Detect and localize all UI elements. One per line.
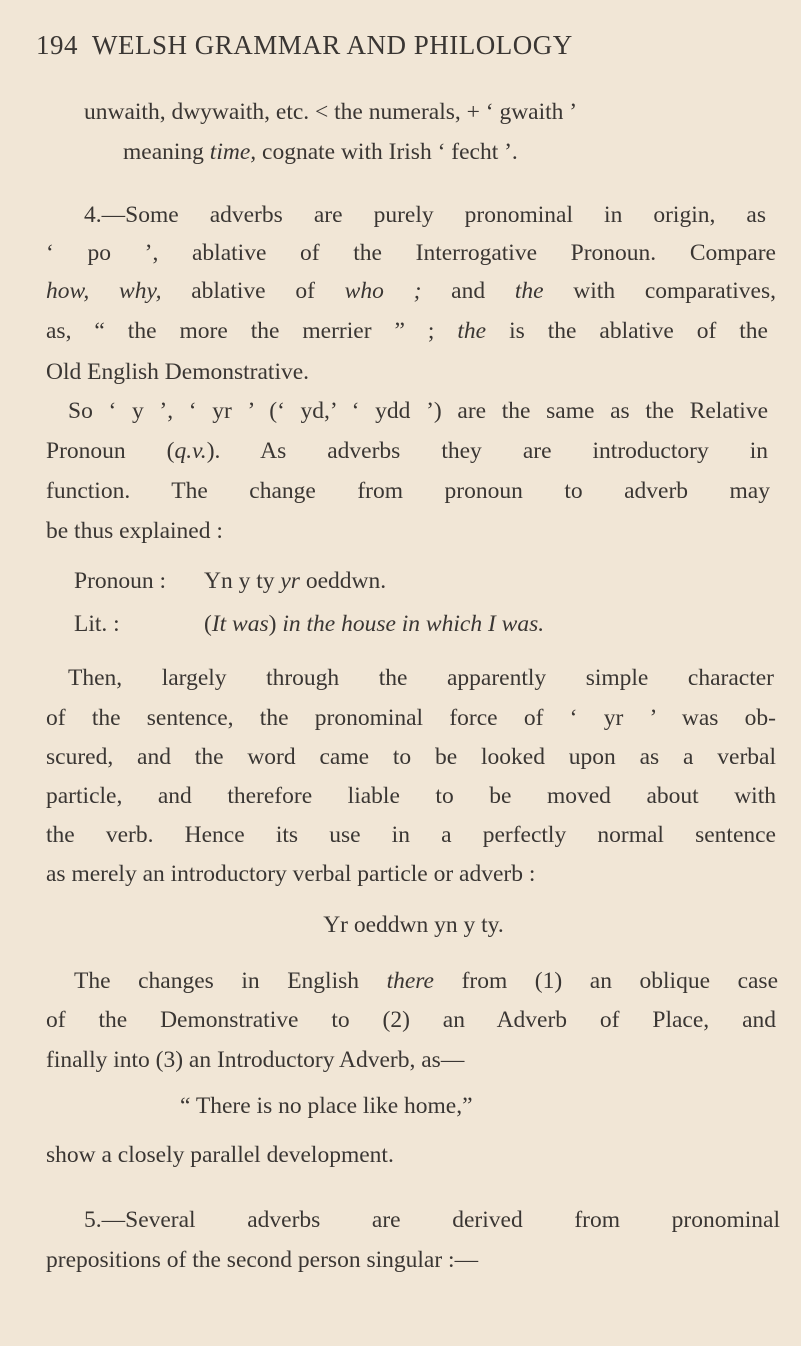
- text-span: “ There is no place like home,”: [180, 1093, 473, 1119]
- italic-span: there: [386, 968, 434, 994]
- text-span: ). As adverbs they are introductory in: [206, 438, 768, 464]
- text-span: oeddwn.: [299, 568, 387, 594]
- paragraph-4-line: [46, 276, 776, 306]
- italic-span: in the house in which I was.: [282, 611, 545, 637]
- paragraph-4-line: [84, 200, 766, 230]
- text-span: particle, and therefore liable to be moved about with: [46, 783, 776, 809]
- text-span: So ‘ y ’, ‘ yr ’ (‘ yd,’ ‘ ydd ’) are the same as the Relative: [68, 398, 768, 424]
- paragraph-then-line: [46, 703, 776, 733]
- italic-span: time,: [209, 139, 257, 165]
- paragraph-4-line: [46, 357, 781, 387]
- italic-span: the: [457, 318, 487, 344]
- text-line: [123, 137, 763, 167]
- text-span: and: [421, 278, 515, 304]
- paragraph-so-line: [46, 516, 781, 546]
- paragraph-changes-line: [46, 1045, 781, 1075]
- example-text: [204, 609, 544, 639]
- text-span: show a closely parallel development.: [46, 1142, 394, 1168]
- text-span: Pronoun (: [46, 438, 175, 464]
- italic-span: how, why,: [46, 278, 162, 304]
- text-span: The changes in English: [74, 968, 387, 994]
- paragraph-then-line: [46, 742, 776, 772]
- paragraph-changes-line: [74, 966, 778, 996]
- italic-span: who ;: [344, 278, 422, 304]
- quotation: [180, 1091, 801, 1121]
- text-span: cognate with Irish ‘ fecht ’.: [256, 139, 518, 165]
- italic-span: yr: [280, 568, 300, 594]
- paragraph-so-line: [68, 396, 768, 426]
- italic-span: the: [514, 278, 544, 304]
- example-text: [204, 566, 386, 596]
- paragraph-then-line: [46, 820, 776, 850]
- text-span: the verb. Hence its use in a perfectly normal sentence: [46, 822, 776, 848]
- text-span: function. The change from pronoun to adverb may: [46, 478, 770, 504]
- paragraph-4-line: [46, 238, 776, 268]
- paragraph-so-line: [46, 436, 768, 466]
- italic-span: It was: [211, 611, 269, 637]
- paragraph-5-line: [46, 1245, 781, 1275]
- text-span: be thus explained :: [46, 518, 223, 544]
- text-span: as, “ the more the merrier ” ;: [46, 318, 458, 344]
- text-span: 4.—Some adverbs are purely pronominal in origin, as: [84, 202, 766, 228]
- page-header: [36, 30, 776, 61]
- text-span: of the sentence, the pronominal force of ‘ yr ’ was ob-: [46, 705, 776, 731]
- text-span: 5.—Several adverbs are derived from pronominal: [84, 1207, 780, 1233]
- text-span: Then, largely through the apparently simple character: [68, 665, 774, 691]
- paragraph-changes-line: [46, 1140, 781, 1170]
- paragraph-then-line: [46, 781, 776, 811]
- text-span: Yr oeddwn yn y ty.: [323, 912, 504, 938]
- text-line: [84, 97, 801, 127]
- text-span: ): [268, 611, 283, 637]
- example-pronoun: [74, 566, 801, 596]
- text-span: from (1) an oblique case: [434, 968, 779, 994]
- paragraph-so-line: [46, 476, 770, 506]
- example-label: Lit. :: [74, 611, 120, 637]
- text-span: prepositions of the second person singular :—: [46, 1247, 479, 1273]
- text-span: as merely an introductory verbal particle or adverb :: [46, 861, 536, 887]
- paragraph-4-line: [46, 316, 768, 346]
- example-literal: [74, 609, 801, 639]
- text-span: meaning: [123, 139, 210, 165]
- example-sentence: [46, 910, 781, 940]
- text-span: scured, and the word came to be looked upon as a verbal: [46, 744, 776, 770]
- text-span: ‘ po ’, ablative of the Interrogative Pronoun. Compare: [46, 240, 776, 266]
- text-span: Old English Demonstrative.: [46, 359, 310, 385]
- text-span: ablative of: [161, 278, 345, 304]
- paragraph-5-line: [84, 1205, 780, 1235]
- running-title: WELSH GRAMMAR AND PHILOLOGY: [92, 30, 573, 60]
- page-number: 194: [36, 30, 78, 60]
- text-span: (: [204, 611, 212, 637]
- text-span: Yn y ty: [204, 568, 281, 594]
- paragraph-then-line: [46, 859, 781, 889]
- paragraph-changes-line: [46, 1005, 776, 1035]
- text-span: of the Demonstrative to (2) an Adverb of Place, and: [46, 1007, 776, 1033]
- text-span: unwaith, dwywaith, etc. < the numerals, + ‘ gwaith ’: [84, 99, 578, 125]
- example-label: Pronoun :: [74, 568, 167, 594]
- text-span: finally into (3) an Introductory Adverb, as—: [46, 1047, 465, 1073]
- paragraph-then-line: [68, 663, 774, 693]
- italic-span: q.v.: [174, 438, 207, 464]
- text-span: with comparatives,: [543, 278, 776, 304]
- text-span: is the ablative of the: [486, 318, 768, 344]
